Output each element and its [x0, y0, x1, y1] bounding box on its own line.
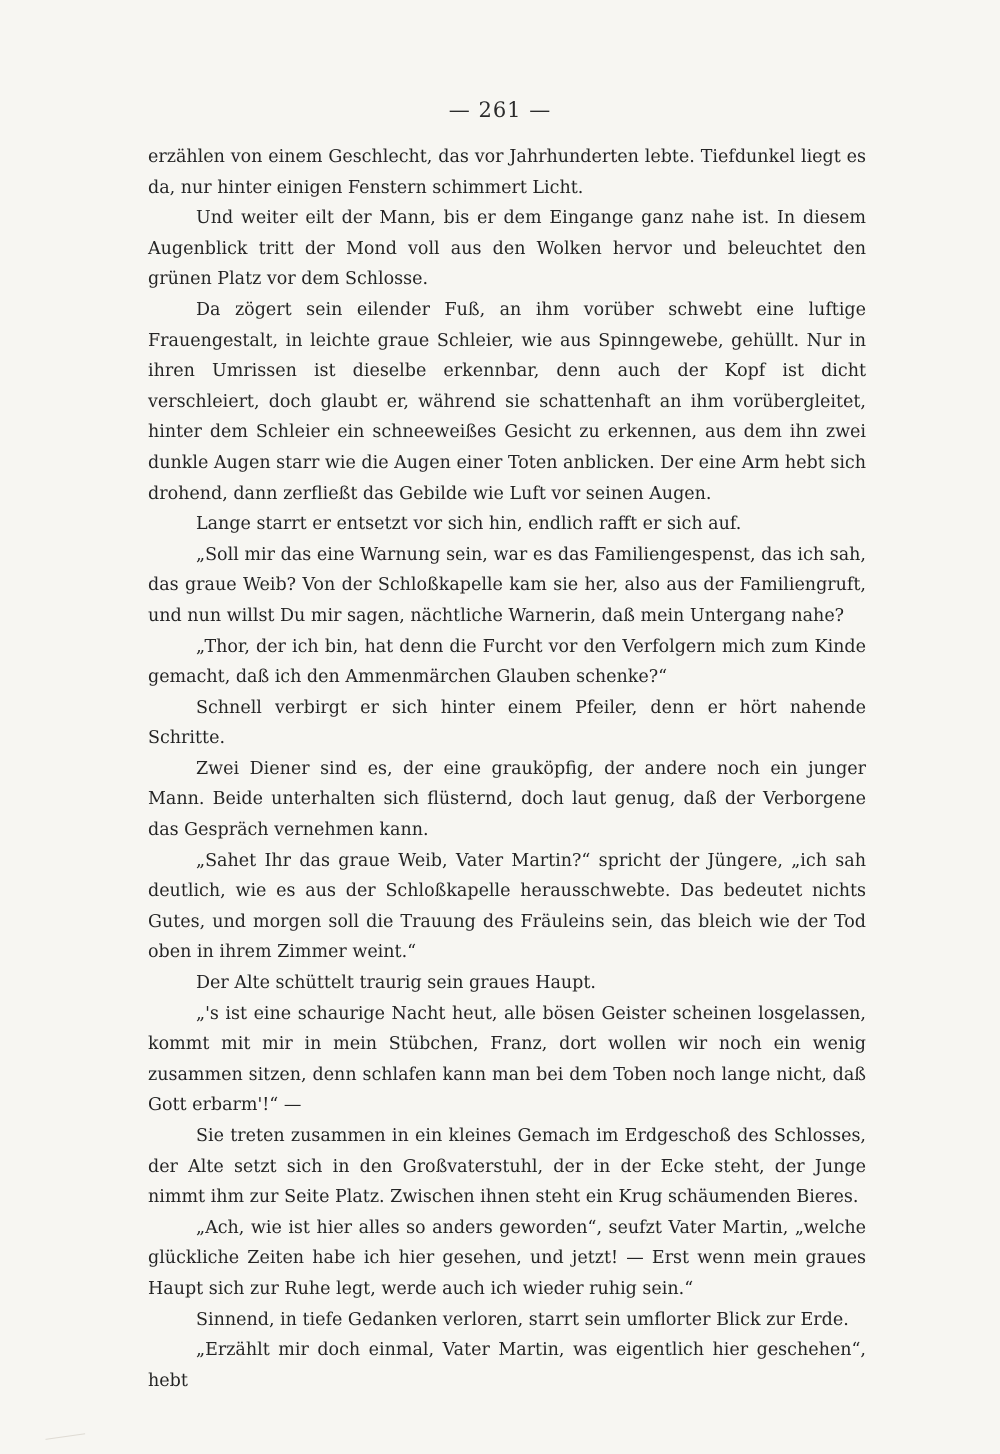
paragraph-15: „Erzählt mir doch einmal, Vater Martin, was eigentlich hier geschehen“, hebt [148, 1340, 866, 1391]
paragraph-10: Der Alte schüttelt traurig sein graues Haupt. [196, 973, 596, 994]
paragraph-11: „'s ist eine schaurige Nacht heut, alle bösen Geister scheinen losgelassen, kommt mit mir in mein Stübchen, Franz, dort wollen wir noch ein wenig zusammen sitzen, denn schlafen kann man bei dem Toben noch lange nicht, daß Gott erbarm'!“ — [148, 1003, 866, 1116]
paragraph-4: Lange starrt er entsetzt vor sich hin, endlich rafft er sich auf. [196, 514, 742, 535]
paragraph-7: Schnell verbirgt er sich hinter einem Pfeiler, denn er hört nahende Schritte. [148, 697, 866, 749]
paragraph-14: Sinnend, in tiefe Gedanken verloren, starrt sein umflorter Blick zur Erde. [196, 1309, 849, 1330]
page-edge-mark [45, 1433, 86, 1449]
paragraph-9: „Sahet Ihr das graue Weib, Vater Martin?“ spricht der Jüngere, „ich sah deutlich, wie es aus der Schloßkapelle herausschwebte. Das bedeutet nichts Gutes, und morgen soll die Trauung des Fräuleins sein, das bleich wie der Tod oben in ihrem Zimmer weint.“ [148, 850, 866, 963]
paragraph-6: „Thor, der ich bin, hat denn die Furcht vor den Verfolgern mich zum Kinde gemacht, daß ich den Ammenmärchen Glauben schenke?“ [148, 636, 866, 688]
page-number: — 261 — [448, 98, 552, 122]
body-text [148, 142, 866, 1396]
paragraph-8: Zwei Diener sind es, der eine grauköpfig, der andere noch ein junger Mann. Beide unterhalten sich flüsternd, doch laut genug, daß der Verborgene das Gespräch vernehmen kann. [148, 758, 866, 841]
paragraph-2: Und weiter eilt der Mann, bis er dem Eingange ganz nahe ist. In diesem Augenblick tritt der Mond voll aus den Wolken hervor und beleuchtet den grünen Platz vor dem Schlosse. [148, 208, 866, 290]
paragraph-1: erzählen von einem Geschlecht, das vor Jahrhunderten lebte. Tiefdunkel liegt es da, nur hinter einigen Fenstern schimmert Licht. [148, 147, 866, 198]
paragraph-5: „Soll mir das eine Warnung sein, war es das Familiengespenst, das ich sah, das graue Weib? Von der Schloßkapelle kam sie her, also aus der Familiengruft, und nun willst Du mir sagen, nächtliche Warnerin, daß mein Untergang nahe? [148, 544, 866, 626]
paragraph-3: Da zögert sein eilender Fuß, an ihm vorüber schwebt eine luftige Frauengestalt, in leichte graue Schleier, wie aus Spinngewebe, gehüllt. Nur in ihren Umrissen ist dieselbe erkennbar, denn auch der Kopf ist dicht verschleiert, doch glaubt er, während sie schattenhaft an ihm vorübergleitet, hinter dem Schleier ein schneeweißes Gesicht zu erkennen, aus dem ihn zwei dunkle Augen starr wie die Augen einer Toten anblicken. Der eine Arm hebt sich drohend, dann zerfließt das Gebilde wie Luft vor seinen Augen. [148, 299, 866, 504]
paragraph-12: Sie treten zusammen in ein kleines Gemach im Erdgeschoß des Schlosses, der Alte setzt sich in den Großvaterstuhl, der in der Ecke steht, der Junge nimmt ihm zur Seite Platz. Zwischen ihnen steht ein Krug schäumenden Bieres. [148, 1126, 866, 1208]
paragraph-13: „Ach, wie ist hier alles so anders geworden“, seufzt Vater Martin, „welche glückliche Zeiten habe ich hier gesehen, und jetzt! — Erst wenn mein graues Haupt sich zur Ruhe legt, werde auch ich wieder ruhig sein.“ [148, 1217, 866, 1299]
